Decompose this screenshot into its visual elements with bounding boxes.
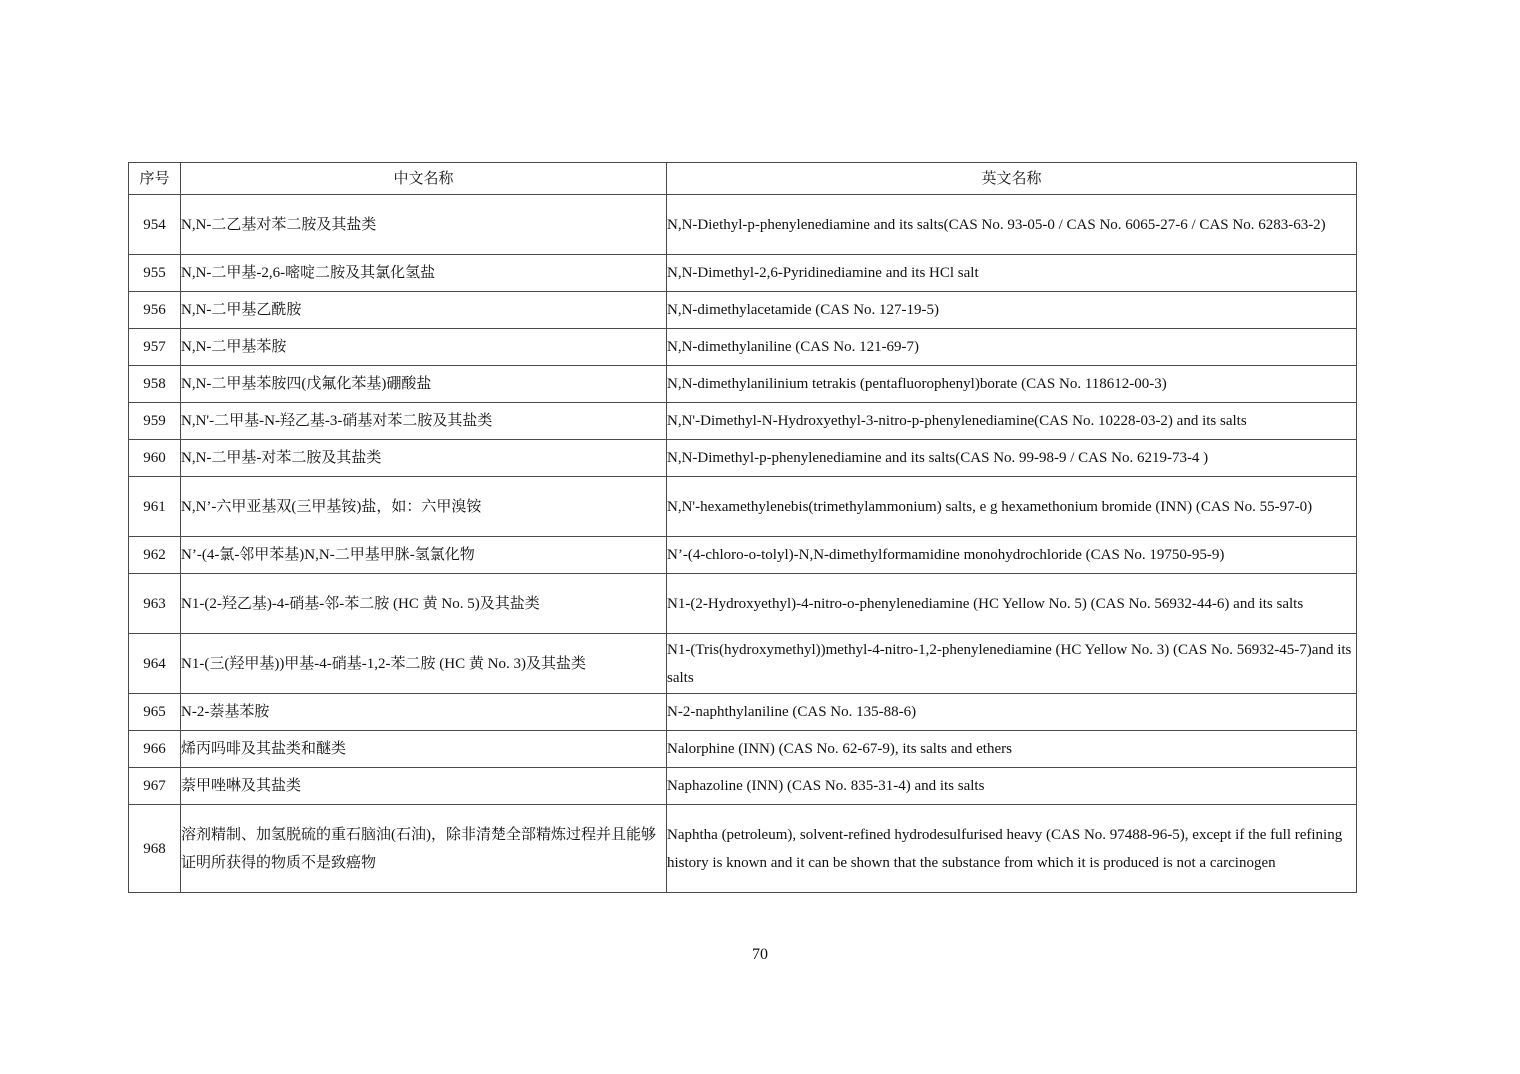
english-name: N,N-Dimethyl-p-phenylenediamine and its salts(CAS No. 99-98-9 / CAS No. 6219-73-4 ) — [667, 440, 1357, 477]
serial-number: 967 — [129, 768, 181, 805]
english-name: Naphazoline (INN) (CAS No. 835-31-4) and its salts — [667, 768, 1357, 805]
serial-number: 966 — [129, 731, 181, 768]
table-row — [129, 634, 1357, 694]
chinese-name: 烯丙吗啡及其盐类和醚类 — [181, 731, 667, 768]
table-row — [129, 403, 1357, 440]
header-serial-number: 序号 — [129, 163, 181, 195]
serial-number: 968 — [129, 805, 181, 893]
substance-table — [128, 162, 1357, 893]
english-name: N,N-Dimethyl-2,6-Pyridinediamine and its HCl salt — [667, 255, 1357, 292]
english-name: N,N-dimethylaniline (CAS No. 121-69-7) — [667, 329, 1357, 366]
chinese-name: N,N-二甲基乙酰胺 — [181, 292, 667, 329]
chinese-name: N,N-二甲基苯胺四(戊氟化苯基)硼酸盐 — [181, 366, 667, 403]
chinese-name: N1-(三(羟甲基))甲基-4-硝基-1,2-苯二胺 (HC 黄 No. 3)及其盐类 — [181, 634, 667, 694]
chinese-name: N,N-二乙基对苯二胺及其盐类 — [181, 195, 667, 255]
table-row — [129, 805, 1357, 893]
serial-number: 961 — [129, 477, 181, 537]
chinese-name: 溶剂精制、加氢脱硫的重石脑油(石油)，除非清楚全部精炼过程并且能够证明所获得的物质不是致癌物 — [181, 805, 667, 893]
english-name: N,N-Diethyl-p-phenylenediamine and its salts(CAS No. 93-05-0 / CAS No. 6065-27-6 / CAS No. 6283-63-2) — [667, 195, 1357, 255]
chinese-name: N’-(4-氯-邻甲苯基)N,N-二甲基甲脒-氢氯化物 — [181, 537, 667, 574]
english-name: Nalorphine (INN) (CAS No. 62-67-9), its salts and ethers — [667, 731, 1357, 768]
serial-number: 962 — [129, 537, 181, 574]
english-name: N’-(4-chloro-o-tolyl)-N,N-dimethylformamidine monohydrochloride (CAS No. 19750-95-9) — [667, 537, 1357, 574]
english-name: N,N'-Dimethyl-N-Hydroxyethyl-3-nitro-p-phenylenediamine(CAS No. 10228-03-2) and its salts — [667, 403, 1357, 440]
chinese-name: N,N’-六甲亚基双(三甲基铵)盐，如：六甲溴铵 — [181, 477, 667, 537]
english-name: N1-(2-Hydroxyethyl)-4-nitro-o-phenylenediamine (HC Yellow No. 5) (CAS No. 56932-44-6) and its salts — [667, 574, 1357, 634]
english-name: N,N-dimethylanilinium tetrakis (pentafluorophenyl)borate (CAS No. 118612-00-3) — [667, 366, 1357, 403]
english-name: Naphtha (petroleum), solvent-refined hydrodesulfurised heavy (CAS No. 97488-96-5), except if the full refining history is known and it can be shown that the substance from which it is produced is not a carcinogen — [667, 805, 1357, 893]
serial-number: 957 — [129, 329, 181, 366]
chinese-name: N,N'-二甲基-N-羟乙基-3-硝基对苯二胺及其盐类 — [181, 403, 667, 440]
chinese-name: N,N-二甲基-2,6-嘧啶二胺及其氯化氢盐 — [181, 255, 667, 292]
chinese-name: N,N-二甲基苯胺 — [181, 329, 667, 366]
table-row — [129, 477, 1357, 537]
table-row — [129, 574, 1357, 634]
serial-number: 956 — [129, 292, 181, 329]
serial-number: 965 — [129, 694, 181, 731]
table-row — [129, 366, 1357, 403]
header-english-name: 英文名称 — [667, 163, 1357, 195]
english-name: N,N'-hexamethylenebis(trimethylammonium) salts, e g hexamethonium bromide (INN) (CAS No. 55-97-0) — [667, 477, 1357, 537]
serial-number: 963 — [129, 574, 181, 634]
table-row — [129, 195, 1357, 255]
table-row — [129, 768, 1357, 805]
table-row — [129, 731, 1357, 768]
table-row — [129, 329, 1357, 366]
table-row — [129, 255, 1357, 292]
chinese-name: 萘甲唑啉及其盐类 — [181, 768, 667, 805]
table-row — [129, 292, 1357, 329]
serial-number: 958 — [129, 366, 181, 403]
table-row — [129, 440, 1357, 477]
header-chinese-name: 中文名称 — [181, 163, 667, 195]
english-name: N,N-dimethylacetamide (CAS No. 127-19-5) — [667, 292, 1357, 329]
page-number: 70 — [752, 946, 768, 963]
chinese-name: N1-(2-羟乙基)-4-硝基-邻-苯二胺 (HC 黄 No. 5)及其盐类 — [181, 574, 667, 634]
serial-number: 959 — [129, 403, 181, 440]
serial-number: 955 — [129, 255, 181, 292]
serial-number: 954 — [129, 195, 181, 255]
serial-number: 964 — [129, 634, 181, 694]
chinese-name: N,N-二甲基-对苯二胺及其盐类 — [181, 440, 667, 477]
chinese-name: N-2-萘基苯胺 — [181, 694, 667, 731]
table-row — [129, 694, 1357, 731]
english-name: N-2-naphthylaniline (CAS No. 135-88-6) — [667, 694, 1357, 731]
table-row — [129, 537, 1357, 574]
serial-number: 960 — [129, 440, 181, 477]
english-name: N1-(Tris(hydroxymethyl))methyl-4-nitro-1,2-phenylenediamine (HC Yellow No. 3) (CAS No. 56932-45-7)and its salts — [667, 634, 1357, 694]
table-header-row — [129, 163, 1357, 195]
